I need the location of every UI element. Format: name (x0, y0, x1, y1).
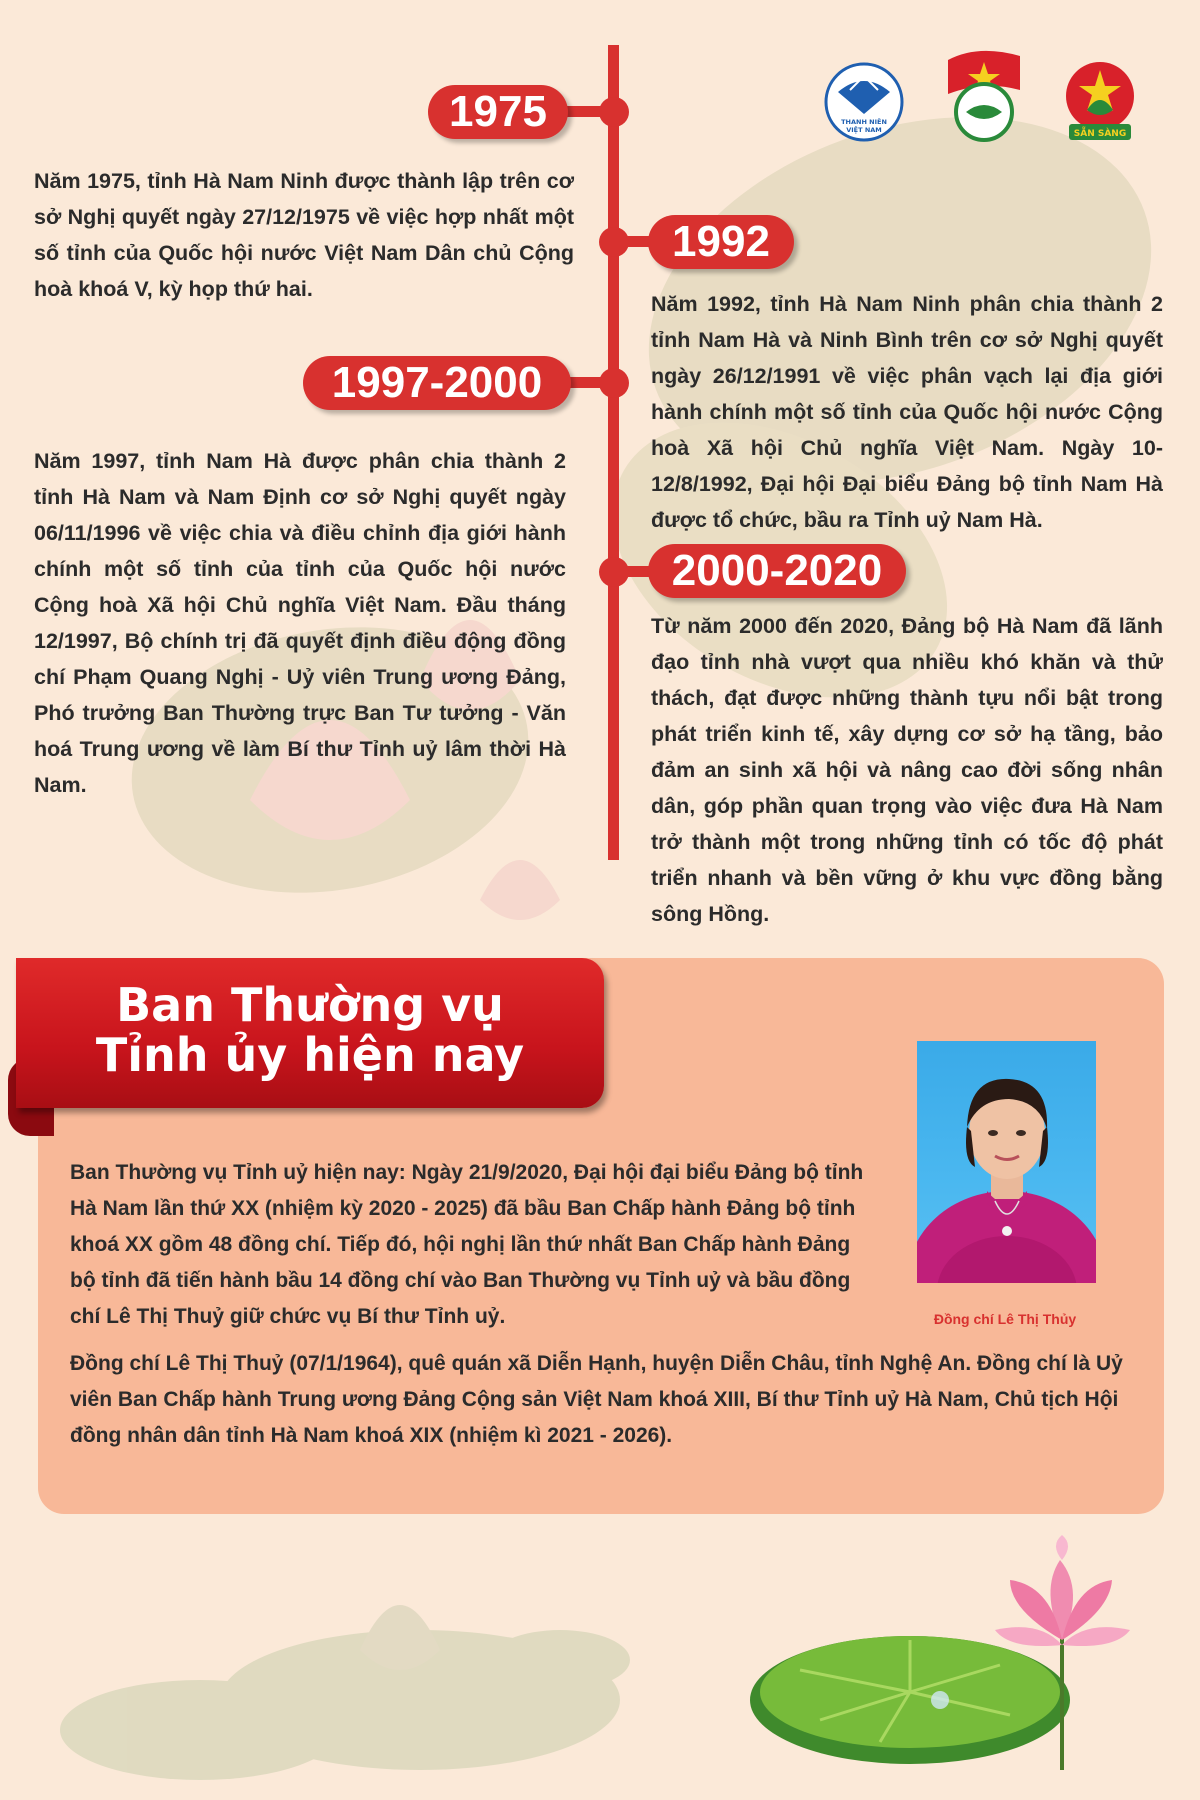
committee-paragraph-2: Đồng chí Lê Thị Thuỷ (07/1/1964), quê quán xã Diễn Hạnh, huyện Diễn Châu, tỉnh Nghệ An. Đồng chí là Uỷ viên Ban Chấp hành Trung ương Đảng Cộng sản Việt Nam khoá XIII, Bí thư Tỉnh uỷ Hà Nam, Chủ tịch Hội đồng nhân dân tỉnh Hà Nam khoá XIX (nhiệm kì 2021 - 2026). (70, 1352, 1123, 1447)
timeline-text-1992: Năm 1992, tỉnh Hà Nam Ninh phân chia thành 2 tỉnh Nam Hà và Ninh Bình trên cơ sở Nghị quyết ngày 26/12/1991 về việc phân vạch lại địa giới hành chính một số tỉnh của Quốc hội nước Cộng hoà Xã hội Chủ nghĩa Việt Nam. Ngày 10-12/8/1992, Đại hội Đại biểu Đảng bộ tỉnh Nam Hà được tổ chức, bầu ra Tỉnh uỷ Nam Hà. (651, 292, 1163, 532)
section-title-ribbon (8, 958, 600, 1136)
portrait-caption: Đồng chí Lê Thị Thủy (933, 1311, 1077, 1327)
timeline-text-2000-2020: Từ năm 2000 đến 2020, Đảng bộ Hà Nam đã lãnh đạo tỉnh nhà vượt qua nhiều khó khăn và thử thách, đạt được những thành tựu nổi bật trong phát triển kinh tế, xây dựng cơ sở hạ tầng, bảo đảm an sinh xã hội và nâng cao đời sống nhân dân, góp phần quan trọng vào việc đưa Hà Nam trở thành một trong những tỉnh có tốc độ phát triển nhanh và bền vững ở khu vực đồng bằng sông Hồng. (651, 614, 1163, 926)
timeline-dot-1975 (599, 97, 629, 127)
svg-text:VIỆT NAM: VIỆT NAM (846, 126, 882, 134)
committee-paragraph-1: Ban Thường vụ Tỉnh uỷ hiện nay: Ngày 21/9/2020, Đại hội đại biểu Đảng bộ tỉnh Hà Nam lần thứ XX (nhiệm kỳ 2020 - 2025) đã bầu Ban Chấp hành Đảng bộ tỉnh khoá XX gồm 48 đồng chí. Tiếp đó, hội nghị lần thứ nhất Ban Chấp hành Đảng bộ tỉnh đã tiến hành bầu 14 đồng chí vào Ban Thường vụ Tỉnh uỷ và bầu đồng chí Lê Thị Thuỷ giữ chức vụ Bí thư Tỉnh uỷ. (70, 1161, 864, 1328)
timeline-dot-2000-2020 (599, 557, 629, 587)
year-badge-2000-2020: 2000-2020 (648, 544, 906, 598)
communist-youth-union-emblem (938, 46, 1030, 146)
timeline-dot-1997-2000 (599, 368, 629, 398)
timeline-line (608, 45, 619, 860)
youth-union-logo-text: THANH NIÊN (841, 118, 887, 126)
timeline-text-1997-2000: Năm 1997, tỉnh Nam Hà được phân chia thành 2 tỉnh Hà Nam và Nam Định cơ sở Nghị quyết ngày 06/11/1996 về việc chia và điều chỉnh địa giới hành chính một số tỉnh của tỉnh của Quốc hội nước Cộng hoà Xã hội Chủ nghĩa Việt Nam. Đầu tháng 12/1997, Bộ chính trị đã quyết định điều động đồng chí Phạm Quang Nghị - Uỷ viên Trung ương Đảng, Phó trưởng Ban Thường trực Ban Tư tưởng - Văn hoá Trung ương về làm Bí thư Tỉnh uỷ lâm thời Hà Nam. (34, 449, 566, 797)
year-badge-1997-2000: 1997-2000 (303, 356, 571, 410)
lotus-flower-illustration (750, 1535, 1130, 1770)
section-title-line1: Ban Thường vụ (116, 978, 504, 1032)
youth-union-logo (824, 62, 904, 146)
year-badge-1975: 1975 (428, 85, 568, 139)
year-badge-1992: 1992 (648, 215, 794, 269)
section-title (16, 980, 604, 1080)
pioneer-badge-text: SẴN SÀNG (1073, 129, 1127, 139)
timeline-text-1975: Năm 1975, tỉnh Hà Nam Ninh được thành lập trên cơ sở Nghị quyết ngày 27/12/1975 về việc hợp nhất một số tỉnh của Quốc hội nước Việt Nam Dân chủ Cộng hoà khoá V, kỳ họp thứ hai. (34, 169, 574, 301)
timeline-dot-1992 (599, 227, 629, 257)
section-title-line2: Tỉnh ủy hiện nay (95, 1028, 525, 1082)
pioneer-badge (1063, 60, 1137, 144)
portrait-photo (917, 1041, 1096, 1283)
